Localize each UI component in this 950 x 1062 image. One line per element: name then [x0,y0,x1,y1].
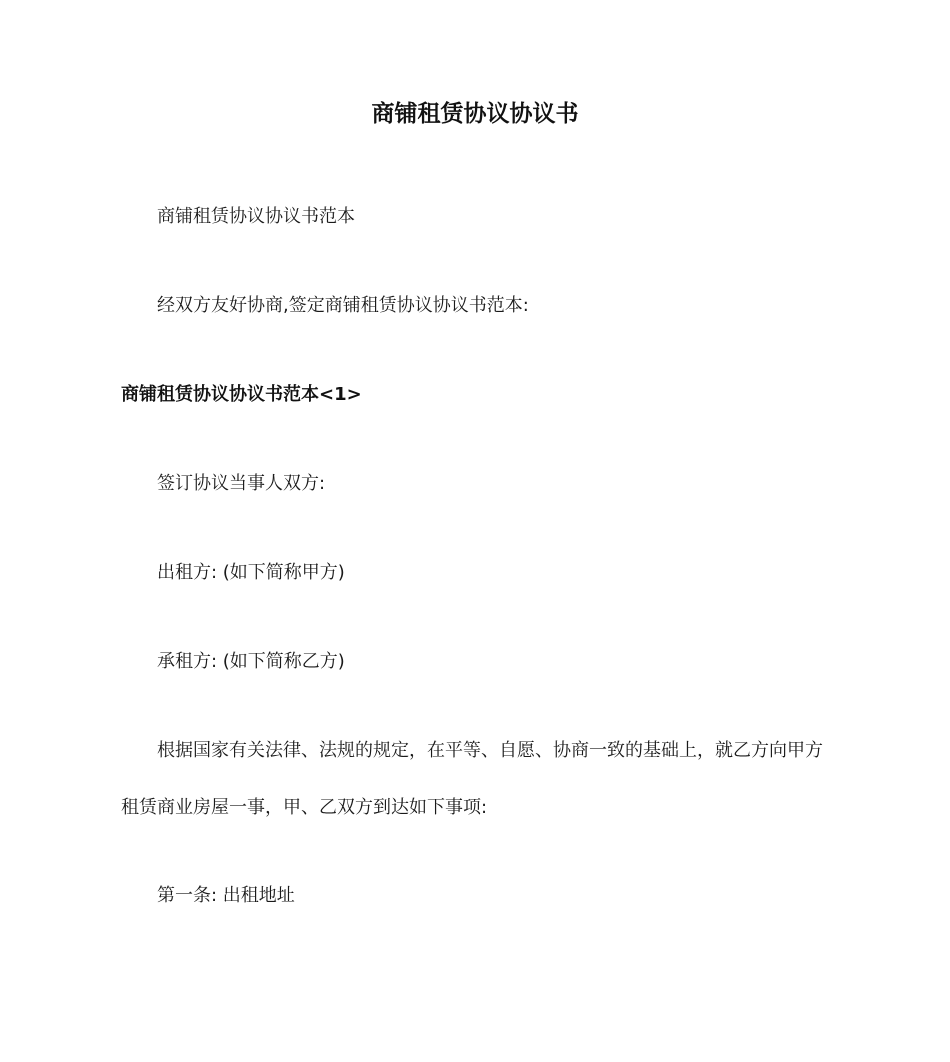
parties-intro: 签订协议当事人双方: [157,473,326,494]
article-1-heading: 第一条: 出租地址 [157,885,295,906]
preamble-line-1: 根据国家有关法律、法规的规定，在平等、自愿、协商一致的基础上，就乙方向甲方 [157,740,823,761]
document-title: 商铺租赁协议协议书 [371,101,579,127]
section-heading: 商铺租赁协议协议书范本<1> [121,384,362,405]
lessor-line: 出租方: (如下简称甲方) [157,562,345,583]
lessee-line: 承租方: (如下简称乙方) [157,651,345,672]
paragraph-template-name: 商铺租赁协议协议书范本 [157,206,355,227]
preamble-line-2: 租赁商业房屋一事，甲、乙双方到达如下事项: [121,797,488,818]
paragraph-agreement-intro: 经双方友好协商,签定商铺租赁协议协议书范本: [157,295,529,316]
